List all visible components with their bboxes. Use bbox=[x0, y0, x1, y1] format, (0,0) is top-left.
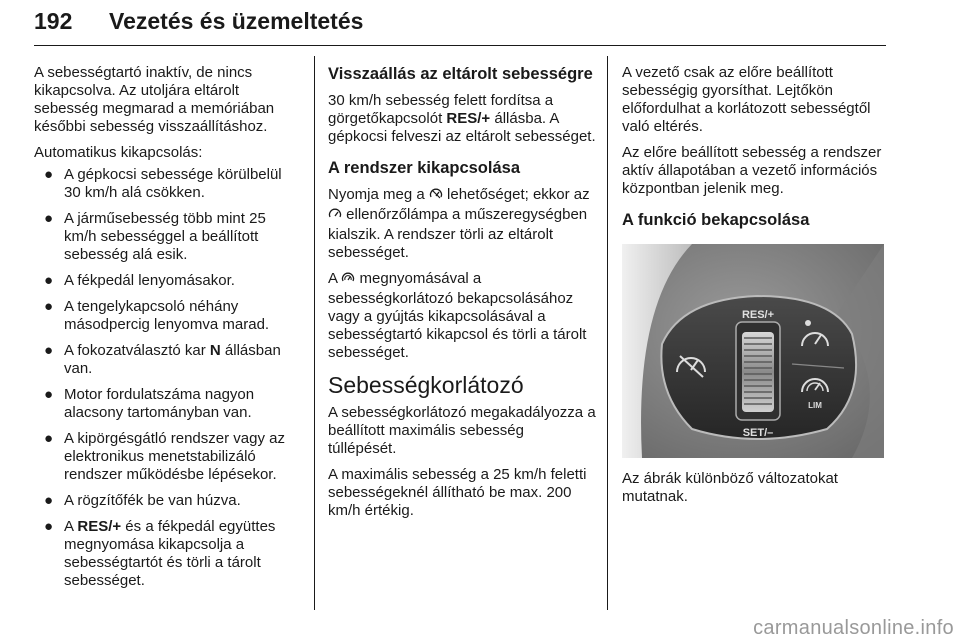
section-heading: A rendszer kikapcsolása bbox=[328, 159, 520, 177]
column-divider bbox=[607, 56, 608, 610]
column-middle bbox=[328, 64, 596, 528]
section-heading: A funkció bekapcsolása bbox=[622, 211, 810, 229]
list-item: ● A fokozatválasztó kar N állásban van. bbox=[44, 342, 281, 377]
list-item: ● A fékpedál lenyomásakor. bbox=[44, 272, 235, 289]
list-item: ● A gépkocsi sebessége körülbelül 30 km/h alá csökken. bbox=[44, 166, 282, 201]
chapter-title: Vezetés és üzemeltetés bbox=[109, 8, 364, 34]
list-item: ● A kipörgésgátló rendszer vagy az elektronikus menetstabilizáló rendszer működésbe lépésekor. bbox=[44, 430, 285, 483]
list-item: ● A járműsebesség több mint 25 km/h sebességgel a beállított sebesség alá esik. bbox=[44, 210, 266, 263]
bullet-icon: ● bbox=[44, 518, 54, 535]
paragraph: A sebességkorlátozó megakadályozza a beállított maximális sebesség túllépését. bbox=[328, 404, 596, 457]
bullet-icon: ● bbox=[44, 430, 54, 447]
header-rule bbox=[34, 45, 886, 46]
section-heading-large: Sebességkorlátozó bbox=[328, 372, 524, 398]
figure-caption: Az ábrák különböző változatokat mutatnak. bbox=[622, 470, 838, 505]
list-item: ● A tengelykapcsoló néhány másodpercig lenyomva marad. bbox=[44, 298, 270, 333]
paragraph: A vezető csak az előre beállított sebességig gyorsíthat. Lejtőkön előfordulhat a korlátozott sebességtől való eltérés. bbox=[622, 64, 871, 135]
page-header bbox=[34, 6, 886, 46]
paragraph: 30 km/h sebesség felett fordítsa a görgetőkapcsolót RES/+ állásba. A gépkocsi felveszi az eltárolt sebességet. bbox=[328, 92, 596, 145]
paragraph: Automatikus kikapcsolás: bbox=[34, 144, 203, 161]
bullet-icon: ● bbox=[44, 272, 54, 289]
column-left bbox=[34, 64, 302, 598]
steering-wheel-controls-figure bbox=[622, 244, 884, 458]
column-divider bbox=[314, 56, 315, 610]
bullet-icon: ● bbox=[44, 386, 54, 403]
paragraph: A maximális sebesség a 25 km/h feletti sebességeknél állítható be max. 200 km/h értékig. bbox=[328, 466, 587, 519]
bullet-icon: ● bbox=[44, 166, 54, 183]
paragraph: Az előre beállított sebesség a rendszer aktív állapotában a vezető információs központban jelenik meg. bbox=[622, 144, 882, 197]
column-right bbox=[622, 64, 892, 514]
paragraph: Nyomja meg a lehetőséget; ekkor az ellenőrzőlámpa a műszeregységben kialszik. A rendszer törli az eltárolt sebességet. bbox=[328, 186, 590, 261]
watermark-brand: carmanualsonline.info bbox=[753, 617, 954, 639]
cruise-control-icon bbox=[328, 207, 342, 226]
list-item: ● Motor fordulatszáma nagyon alacsony tartományban van. bbox=[44, 386, 255, 421]
bullet-icon: ● bbox=[44, 298, 54, 315]
bullet-icon: ● bbox=[44, 342, 54, 359]
steering-wheel-controls-illustration bbox=[622, 244, 884, 458]
list-item: ● A RES/+ és a fékpedál együttes megnyomása kikapcsolja a sebességtartót és törli a tárolt sebességet. bbox=[44, 518, 276, 589]
lim-label: LIM bbox=[808, 401, 822, 410]
bullet-icon: ● bbox=[44, 210, 54, 227]
paragraph: A sebességtartó inaktív, de nincs kikapcsolva. Az utoljára eltárolt sebesség megmarad a memóriában későbbi sebesség visszaállításhoz. bbox=[34, 64, 275, 135]
bullet-icon: ● bbox=[44, 492, 54, 509]
section-heading: Visszaállás az eltárolt sebességre bbox=[328, 65, 593, 83]
list-item: ● A rögzítőfék be van húzva. bbox=[44, 492, 241, 509]
set-label: SET/– bbox=[742, 427, 774, 439]
speed-limiter-icon bbox=[341, 271, 355, 290]
cruise-control-off-icon bbox=[429, 187, 443, 206]
res-label: RES/+ bbox=[741, 309, 775, 321]
auto-off-list bbox=[34, 166, 302, 590]
paragraph: A megnyomásával a sebességkorlátozó bekapcsolásához vagy a gyújtás kikapcsolásával a sebességtartó kikapcsol és törli a tárolt sebességet. bbox=[328, 270, 587, 361]
page-number: 192 bbox=[34, 8, 73, 34]
